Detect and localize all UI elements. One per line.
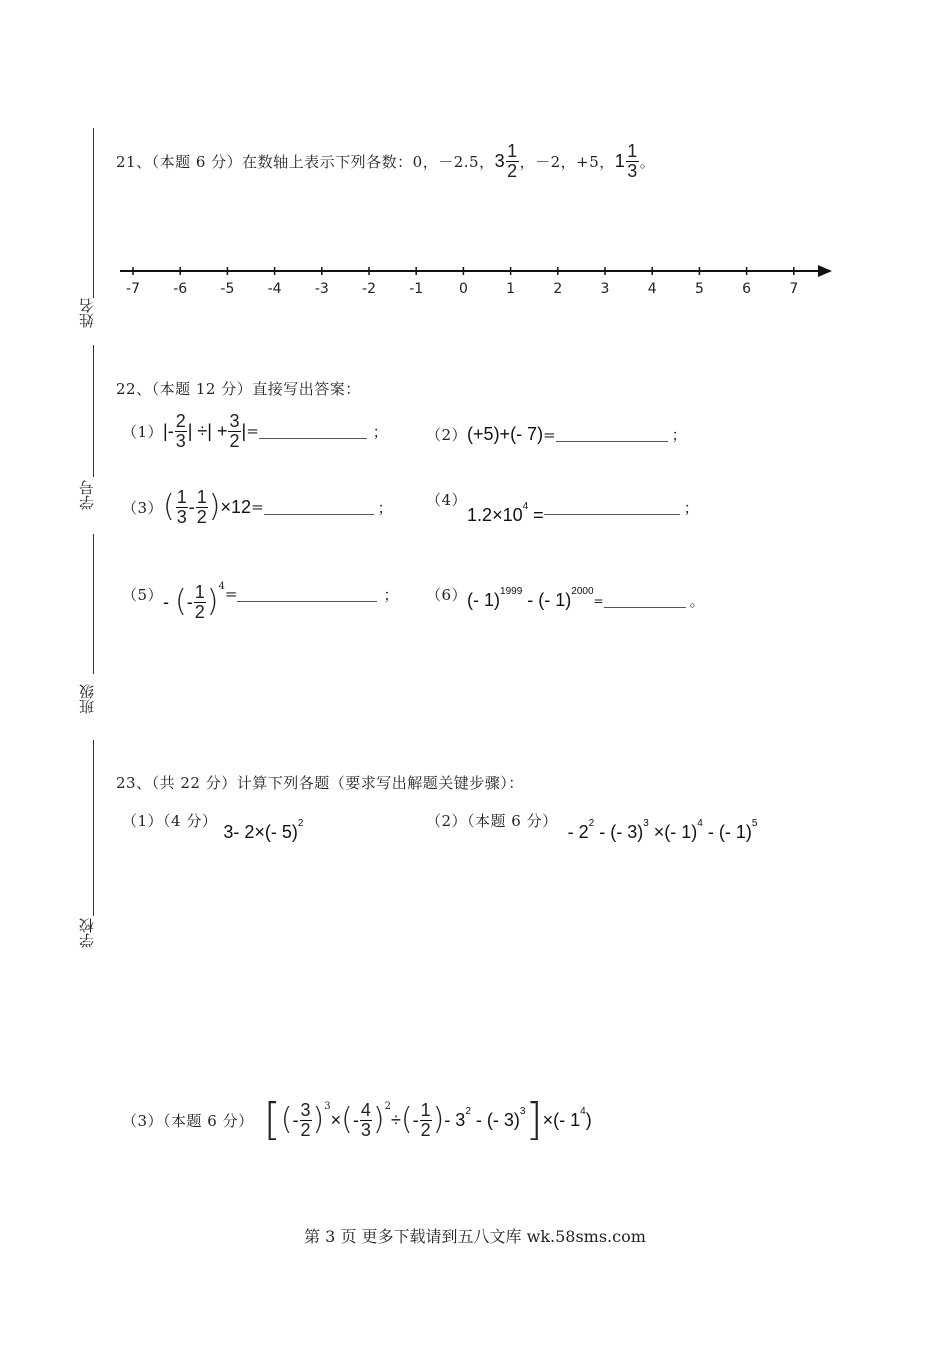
q22-p3-label: （3）: [122, 498, 164, 517]
q22-p5-frac: $\frac{1}{2}$: [194, 582, 205, 622]
number-line-arrow: [818, 265, 832, 277]
q23-p2-expression: - $2^2$ - (- 3)$^3$ ×(- 1)$^4$ - (- 1)$^5$: [567, 818, 758, 842]
q22-p1-answer-blank[interactable]: [259, 424, 367, 439]
q22-p6-label: （6）: [426, 586, 468, 604]
q22-part1: （1） |- $\frac{2}{3}$ | ÷| + $\frac{3}{2}$ | = ；: [122, 411, 389, 451]
q21-mixed1-whole: 3: [494, 150, 506, 171]
q22-title: 22、（本题 12 分）直接写出答案：: [116, 380, 361, 398]
q22-p6-answer-blank[interactable]: [604, 593, 686, 608]
q22-p2-expr: (+5)+(- 7): [467, 424, 544, 444]
number-line-tick-label: 0: [458, 281, 468, 297]
q21-prefix: 21、（本题 6 分）在数轴上表示下列各数：0，－2.5，: [116, 152, 495, 171]
number-line-tick-label: 5: [694, 281, 704, 297]
q22-part5: （5） - ( - $\frac{1}{2}$ ) 4 = ；: [122, 580, 399, 622]
q22-p1-frac2: $\frac{3}{2}$: [229, 411, 240, 451]
q23-p3-expression: [ ( - $\frac{3}{2}$ ) 3 × ( - $\frac{4}{3}$ ) 2 ÷ ( - $\frac{1}{2}$ ) - $3^2$ - (- 3)$^3$ ] ×(- $1^4$): [263, 1094, 592, 1145]
q21-mixed1-fraction: $\frac{1}{2}$: [507, 141, 518, 181]
question-21: [116, 142, 655, 181]
number-line-tick-label: -7: [126, 281, 140, 297]
number-line-tick-label: 7: [789, 281, 799, 297]
margin-label-school: 学校: [78, 918, 96, 948]
q22-p3-frac1: $\frac{1}{3}$: [176, 487, 187, 527]
q23-title: 23、（共 22 分）计算下列各题（要求写出解题关键步骤）：: [116, 774, 524, 792]
q21-mixed2-whole: 1: [614, 150, 626, 171]
margin-line-4: [93, 740, 94, 916]
margin-line-2: [93, 345, 94, 477]
q23-p3-label: （3）（本题 6 分）: [122, 1111, 254, 1130]
q21-suffix: 。: [639, 152, 656, 171]
q22-part6: （6） (- 1)$^{1999}$ - (- 1)$^{2000}$ = 。: [426, 586, 706, 610]
number-line-tick-label: 3: [600, 281, 610, 297]
margin-label-class: 班级: [78, 684, 96, 714]
number-line-tick-label: 1: [506, 281, 516, 297]
page-footer: 第 3 页 更多下载请到五八文库 wk.58sms.com: [304, 1227, 646, 1246]
q22-p5-label: （5）: [122, 585, 164, 604]
number-line-tick-label: 2: [553, 281, 563, 297]
q22-p4-answer-blank[interactable]: [544, 500, 680, 515]
q22-p3-answer-blank[interactable]: [264, 500, 374, 515]
q23-p1-label: （1）（4 分）: [122, 812, 218, 830]
q22-part3: （3） ( $\frac{1}{3}$ - $\frac{1}{2}$ ) ×12 = ；: [122, 487, 394, 527]
q22-part2: （2） (+5)+(- 7) = ；: [426, 424, 688, 444]
margin-label-id: 学号: [78, 480, 96, 510]
number-line-tick-label: 4: [647, 281, 657, 297]
number-line-tick-label: -4: [267, 281, 282, 297]
q22-p1-frac1: $\frac{2}{3}$: [175, 411, 186, 451]
number-line-tick-label: 6: [742, 281, 752, 297]
q22-p1-label: （1）: [122, 422, 164, 441]
q22-p2-label: （2）: [426, 426, 468, 444]
q23-part2: [426, 810, 757, 843]
q22-p3-frac2: $\frac{1}{2}$: [196, 487, 207, 527]
q22-part4: （4） $1.2\times 10^4$ = ；: [426, 491, 700, 525]
number-line-tick-label: -5: [220, 281, 235, 297]
q23-part3: [122, 1094, 592, 1145]
number-line: [110, 258, 850, 308]
q21-mid: ，－2，+5，: [519, 152, 615, 171]
q22-p2-answer-blank[interactable]: [556, 427, 668, 442]
margin-label-name: 姓名: [78, 298, 96, 328]
q22-p4-label: （4）: [426, 491, 468, 509]
number-line-tick-label: -6: [173, 281, 188, 297]
number-line-tick-label: -1: [409, 281, 424, 297]
margin-line-1: [93, 128, 94, 298]
q23-p2-label: （2）（本题 6 分）: [426, 812, 558, 830]
margin-line-3: [93, 534, 94, 674]
number-line-tick-label: -3: [314, 281, 329, 297]
q23-part1: （1）（4 分） 3- 2×(- 5)$^2$: [122, 812, 304, 842]
number-line-tick-label: -2: [362, 281, 376, 297]
q21-mixed2-fraction: $\frac{1}{3}$: [627, 141, 638, 181]
q22-p5-answer-blank[interactable]: [237, 587, 377, 602]
